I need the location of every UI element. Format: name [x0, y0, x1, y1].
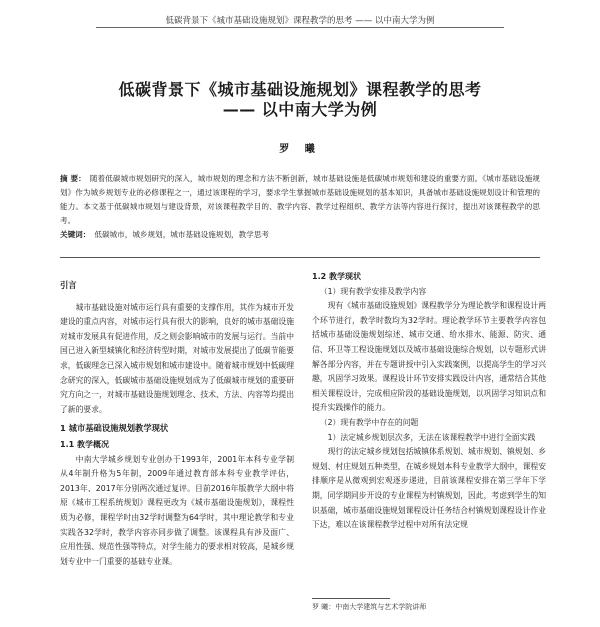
keywords-text: 低碳城市，城乡规划，城市基础设施规划，教学思考 — [94, 230, 270, 239]
keywords-paragraph — [60, 228, 540, 242]
abstract-divider — [60, 257, 540, 258]
article-title — [0, 80, 600, 120]
subsection-2-paragraph: 现行的法定城乡规划包括城镇体系规划、城市规划、镇规划、乡规划、村庄规划五种类型，在城乡规划本科专业教学大纲中，课程安排顺序是从微观到宏观逐步递进，目前该课程安排在第三学年下学期，同学期同步开设的专业课程为村镇规划，因此，考虑到学生的知识基础，城市基础设施规划课程设计任务结合村镇规划课程设计作业下达，难以在该课程教学过程中对所有法定规 — [312, 447, 546, 530]
subsection-1-heading: （1）现有教学安排及教学内容 — [319, 286, 427, 296]
abstract-block — [60, 172, 540, 242]
intro-paragraph: 城市基础设施对城市运行具有重要的支撑作用，其作为城市开发建设的重点内容，对城市运行具有很大的影响，良好的城市基础设施对城市发展具有促进作用，反之则会影响城市的发展与运行。当前中国已进入新型城镇化和经济转型时期，对城市发展提出了低碳节能要求，低碳理念已深入城市规划和城市建设中。随着城市规划中低碳理念研究的深入，低碳城市基础设施规划成为了低碳城市规划的重要研究方向之一，对城市基础设施规划理念、技术、方法、内容等均提出了新的要求。 — [60, 302, 294, 414]
subsection-1-paragraph: 现有《城市基础设施规划》课程教学分为理论教学和课程设计两个环节进行，教学时数均为32学时。理论教学环节主要教学内容包括城市基础设施规划综述、城市交通、给水排水、能源、防灾、通信、环卫等工程设施规划以及城市基础设施综合规划，以专题形式讲解各部分内容，并在专题讲授中引入实践案例，以提高学生的学习兴趣，巩固学习效果。课程设计环节安排实践设计内容，通常结合其他相关课程设计，完成相应阶段的基础设施规划，以巩固学习知识点和提升实践操作的能力。 — [312, 301, 546, 413]
author-footnote: 罗 曦：中南大学建筑与艺术学院讲师 — [312, 603, 427, 611]
right-column — [312, 270, 546, 533]
intro-heading: 引言 — [60, 280, 77, 290]
keywords-label: 关键词： — [60, 230, 91, 239]
section-1-1-heading: 1.1 教学概况 — [60, 439, 109, 449]
subsection-2-heading: （2）现有教学中存在的问题 — [319, 417, 419, 427]
section-1-1-paragraph: 中南大学城乡规划专业创办于1993年，2001年本科专业学制从4年制升格为5年制，2009年通过教育部本科专业教学评估，2013年、2017年分别两次通过复评。目前2016年版教学大纲中将原《城市工程系统规划》课程更改为《城市基础设施规划》，课程性质为必修，课程学时由32学时调整为64学时，其中理论教学和专业实践各32学时，教学内容亦同步做了调整。该课程具有涉及面广、应用性强、规范性强等特点，对学生能力的要求相对较高，是城乡规划专业中一门重要的基础专业课。 — [60, 454, 294, 566]
subsection-2-item-title: 1）法定城乡规划层次多，无法在该课程教学中进行全面实践 — [327, 432, 536, 442]
footnote-divider — [312, 598, 390, 599]
left-column — [60, 270, 294, 569]
title-line-2: —— 以中南大学为例 — [222, 100, 378, 119]
section-1-2-heading: 1.2 教学现状 — [312, 272, 361, 281]
header-divider — [96, 27, 504, 28]
author-name: 罗 曦 — [279, 144, 321, 155]
abstract-label: 摘 要： — [60, 174, 86, 183]
section-1-heading: 1 城市基础设施规划教学现状 — [60, 423, 169, 434]
title-line-1: 低碳背景下《城市基础设施规划》课程教学的思考 — [118, 80, 482, 99]
abstract-text: 随着低碳城市规划研究的深入，城市规划的理念和方法不断创新，城市基础设施是低碳城市规划和建设的重要方面。《城市基础设施规划》作为城乡规划专业的必修课程之一，通过该课程的学习，要求学生掌握城市基础设施规划的基本知识，具备城市基础设施规划设计和管理的能力。本文基于低碳城市规划与建设背景，对该课程教学目的、教学内容、教学过程组织、教学方法等内容进行探讨，提出对该课程教学的思考。 — [60, 174, 540, 225]
running-header: 低碳背景下《城市基础设施规划》课程教学的思考 —— 以中南大学为例 — [165, 16, 435, 26]
abstract-paragraph — [60, 172, 540, 228]
